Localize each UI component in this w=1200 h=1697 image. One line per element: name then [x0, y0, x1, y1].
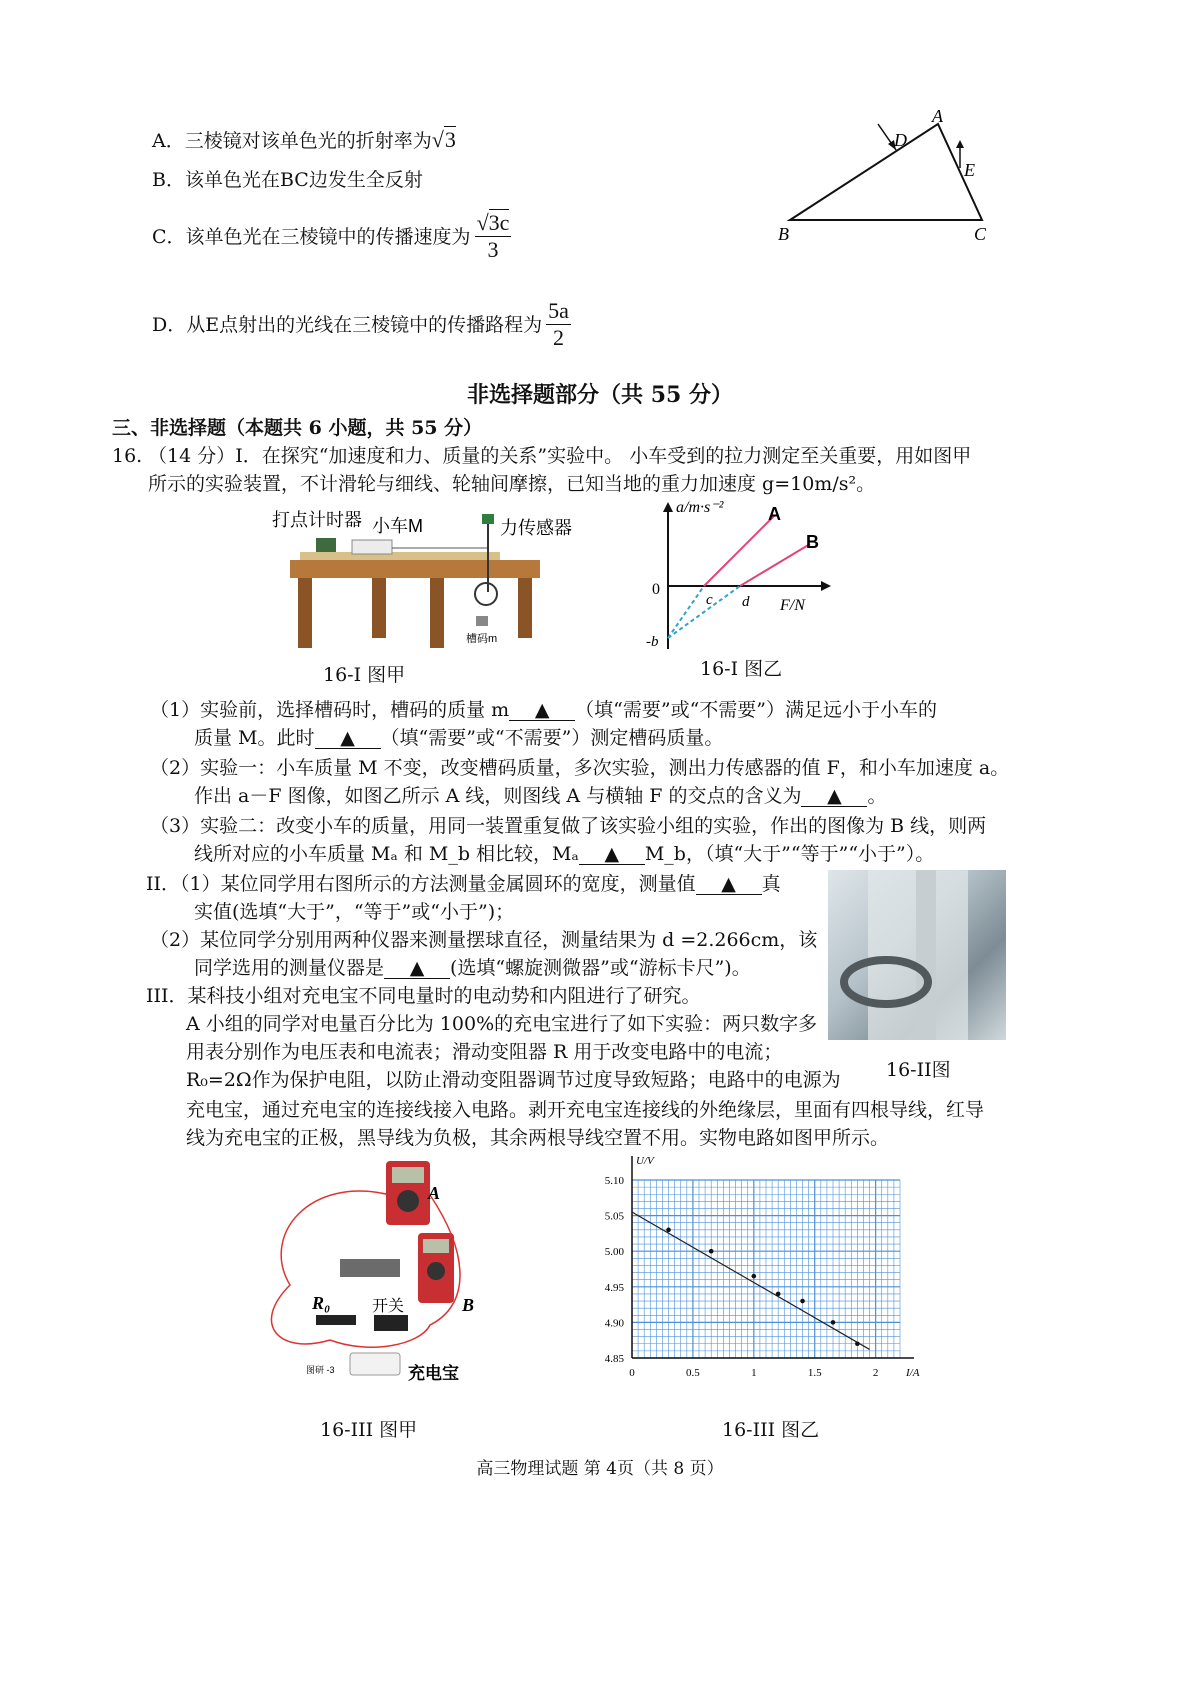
q16-ii-2-text-c: (选填“螺旋测微器”或“游标卡尺”)。 [450, 957, 751, 979]
q16-2-line2 [194, 784, 886, 808]
option-b-label: B． [152, 169, 185, 191]
q16-3-text-b: 线所对应的小车质量 Mₐ 和 M_b 相比较，Mₐ [194, 843, 579, 865]
option-d-numerator: 5a [548, 298, 569, 323]
option-c-label: C． [152, 225, 186, 248]
table-leg [430, 578, 444, 648]
tabletop [290, 560, 540, 578]
q16-ii-2-line2 [194, 956, 751, 980]
line-a [704, 516, 774, 586]
label-timer: 打点计时器 [272, 510, 362, 530]
resistor-r0 [316, 1315, 356, 1325]
answer-blank[interactable]: ▲ [384, 958, 450, 979]
answer-blank[interactable]: ▲ [315, 728, 381, 749]
page-footer: 高三物理试题 第 4页（共 8 页） [476, 1459, 724, 1479]
exit-arrow [956, 140, 964, 148]
line-b [740, 544, 810, 586]
q16-ii-2-line1: （2）某位同学分别用两种仪器来测量摆球直径，测量结果为 d =2.266cm，该 [150, 929, 818, 951]
q16-1-line1 [150, 698, 937, 722]
a-axis-arrow [663, 502, 673, 512]
q16-ii-1-line2: 实值(选填“大于”，“等于”或“小于”)； [194, 901, 515, 923]
q16-iii-line2: A 小组的同学对电量百分比为 100%的充电宝进行了如下实验：两只数字多 [186, 1013, 818, 1035]
caption-16i-a: 16-I 图甲 [323, 664, 406, 686]
y-tick-label: 4.95 [604, 1281, 624, 1294]
answer-blank[interactable]: ▲ [696, 874, 762, 895]
q16-iii-line5: 充电宝，通过充电宝的连接线接入电路。剥开充电宝连接线的外绝缘层，里面有四根导线，红导 [186, 1099, 985, 1121]
option-c-text: 该单色光在三棱镜中的传播速度为 [185, 225, 471, 248]
option-c-denominator: 3 [487, 237, 499, 262]
x-tick-label: 0 [629, 1367, 635, 1379]
sqrt-radicand: 3 [444, 127, 456, 152]
q16-3-line1: （3）实验二：改变小车的质量，用同一装置重复做了该实验小组的实验，作出的图像为 B 线，则两 [150, 815, 987, 837]
y-tick-label: 5.00 [604, 1246, 624, 1259]
option-d-denominator: 2 [552, 325, 564, 350]
option-d-text: 从E点射出的光线在三棱镜中的传播路程为 [186, 313, 543, 336]
q16-1-line2 [194, 726, 723, 750]
data-point [752, 1274, 757, 1279]
q16-number: 16. [112, 445, 143, 467]
label-sensor: 力传感器 [500, 518, 572, 538]
meter-a-dial [397, 1190, 419, 1212]
option-a-label: A． [152, 130, 185, 152]
fig-b-origin: 0 [652, 581, 660, 598]
fig-b-label-b: B [806, 532, 819, 552]
answer-blank[interactable]: ▲ [579, 844, 645, 865]
point-d: D [894, 130, 907, 150]
q16-2-line1: （2）实验一：小车质量 M 不变，改变槽码质量，多次实验，测出力传感器的值 F，和小车加速度 a。 [150, 757, 1010, 779]
table-leg [298, 578, 312, 648]
weight-block [476, 616, 488, 626]
circuit-label-a: A [428, 1183, 441, 1203]
caption-16i-b: 16-I 图乙 [700, 658, 783, 680]
y-tick-label: 4.85 [604, 1353, 624, 1365]
circuit-photo [250, 1155, 500, 1385]
rheostat [340, 1259, 400, 1277]
prism-figure [760, 110, 1000, 250]
fig-b-point-d: d [742, 594, 750, 610]
fig-b-xlabel: F/N [780, 597, 805, 614]
q16-ii-1-text-a: II．（1）某位同学用右图所示的方法测量金属圆环的宽度，测量值 [146, 873, 696, 895]
force-sensor [482, 514, 494, 524]
circuit-label-switch: 开关 [372, 1298, 405, 1315]
caliper-photo [828, 870, 1006, 1040]
q16-3-line2 [194, 842, 934, 866]
point-e: E [964, 160, 975, 180]
fig-b-intercept: -b [646, 634, 659, 650]
q16-1-text-b: （填“需要”或“不需要”）满足远小于小车的 [575, 699, 938, 721]
circuit-label-b: B [462, 1295, 475, 1315]
fit-line [632, 1212, 870, 1349]
data-point [800, 1299, 805, 1304]
answer-blank[interactable]: ▲ [509, 700, 575, 721]
vertex-b: B [778, 224, 789, 244]
caption-16ii: 16-II图 [886, 1059, 951, 1081]
option-a [152, 128, 456, 153]
table-leg [518, 578, 532, 638]
caliper-drawing [828, 870, 1006, 1040]
figure-16i-b [640, 494, 840, 659]
answer-blank[interactable]: ▲ [801, 786, 867, 807]
option-c [152, 210, 511, 263]
track [300, 552, 500, 560]
pulley [475, 583, 497, 605]
fig-b-ylabel: a/m·s⁻² [676, 499, 724, 516]
q16-line1: （14 分）I．在探究“加速度和力、质量的关系”实验中。 小车受到的拉力测定至关重要，用如图甲 [148, 445, 972, 467]
meter-b-display [423, 1239, 449, 1253]
q16-2-text-b: 作出 a－F 图像，如图乙所示 A 线，则图线 A 与横轴 F 的交点的含义为 [194, 785, 802, 807]
caliper-scale [916, 870, 936, 1040]
data-point [666, 1228, 671, 1233]
x-tick-label: 1.5 [807, 1367, 822, 1379]
cart [352, 540, 392, 554]
vertex-a: A [932, 110, 943, 126]
q16-1-text-a: （1）实验前，选择槽码时，槽码的质量 m [150, 699, 510, 721]
option-d-label: D． [152, 313, 187, 336]
q16-iii-line1: III．某科技小组对充电宝不同电量时的电动势和内阻进行了研究。 [146, 985, 701, 1007]
label-weight: 槽码m [466, 633, 498, 645]
table-leg [372, 578, 386, 638]
option-d [152, 298, 571, 351]
q16-iii-line4: R₀=2Ω作为保护电阻，以防止滑动变阻器调节过度导致短路；电路中的电源为 [186, 1069, 841, 1091]
data-point [831, 1320, 836, 1325]
option-c-numerator: 3c [488, 210, 510, 235]
power-bank [350, 1353, 400, 1375]
vertex-c: C [974, 224, 987, 244]
y-axis-label: U/V [636, 1155, 654, 1167]
timer-device [316, 538, 336, 552]
caption-16iii-b: 16-III 图乙 [722, 1419, 820, 1441]
circuit-label-r0: R₀ [312, 1293, 331, 1313]
meter-a-display [392, 1167, 424, 1183]
data-point [709, 1249, 714, 1254]
option-d-fraction [546, 298, 571, 351]
q16-ii-1-text-b: 真 [761, 873, 781, 895]
q16-ii-2-text-b: 同学选用的测量仪器是 [194, 957, 385, 979]
y-tick-label: 5.05 [604, 1210, 624, 1223]
data-point [776, 1292, 781, 1297]
q16-3-text-c: M_b，（填“大于”“等于”“小于”）。 [644, 843, 935, 865]
q16-1-text-d: （填“需要”或“不需要”）测定槽码质量。 [380, 727, 724, 749]
section-title: 非选择题部分（共 55 分） [467, 382, 733, 408]
x-tick-label: 0.5 [686, 1367, 700, 1379]
x-tick-label: 1 [751, 1367, 757, 1379]
x-axis-label: I/A [906, 1367, 920, 1379]
option-c-fraction: $\frac{√3c}{3}$ [476, 210, 510, 262]
q16-ii-1-line1 [146, 872, 781, 896]
option-b [152, 168, 423, 192]
label-cart: 小车M [372, 516, 423, 536]
data-point [855, 1341, 860, 1346]
u-i-graph [590, 1150, 920, 1390]
figure-16i-a [260, 500, 590, 660]
section-3-heading: 三、非选择题（本题共 6 小题，共 55 分） [112, 417, 483, 439]
q16-2-text-c: 。 [867, 785, 887, 807]
y-tick-label: 4.90 [604, 1317, 624, 1330]
meter-b-dial [427, 1262, 445, 1280]
caption-16iii-a: 16-III 图甲 [320, 1419, 418, 1441]
circuit-label-bank: 充电宝 [408, 1364, 459, 1383]
option-b-text: 该单色光在BC边发生全反射 [184, 169, 423, 191]
line-a-extension [668, 586, 704, 638]
prism-triangle [790, 124, 982, 220]
fig-b-label-a: A [768, 504, 781, 524]
sqrt-three: √3 [431, 127, 456, 152]
f-axis-arrow [821, 581, 831, 591]
option-a-text: 三棱镜对该单色光的折射率为 [184, 130, 432, 152]
q16-iii-line3: 用表分别作为电压表和电流表；滑动变阻器 R 用于改变电路中的电流； [186, 1041, 783, 1063]
q16-1-text-c: 质量 M。此时 [194, 727, 315, 749]
x-tick-label: 2 [872, 1367, 879, 1379]
switch [374, 1315, 408, 1331]
fig-b-point-c: c [706, 592, 713, 608]
q16-iii-line6: 线为充电宝的正极，黑导线为负极，其余两根导线空置不用。实物电路如图甲所示。 [186, 1127, 890, 1149]
y-tick-label: 5.10 [604, 1175, 624, 1187]
circuit-tag: 图研 -3 [306, 1365, 335, 1375]
q16-line2: 所示的实验装置，不计滑轮与细线、轮轴间摩擦，已知当地的重力加速度 g=10m/s²。 [148, 473, 876, 495]
line-b-extension [668, 586, 740, 638]
